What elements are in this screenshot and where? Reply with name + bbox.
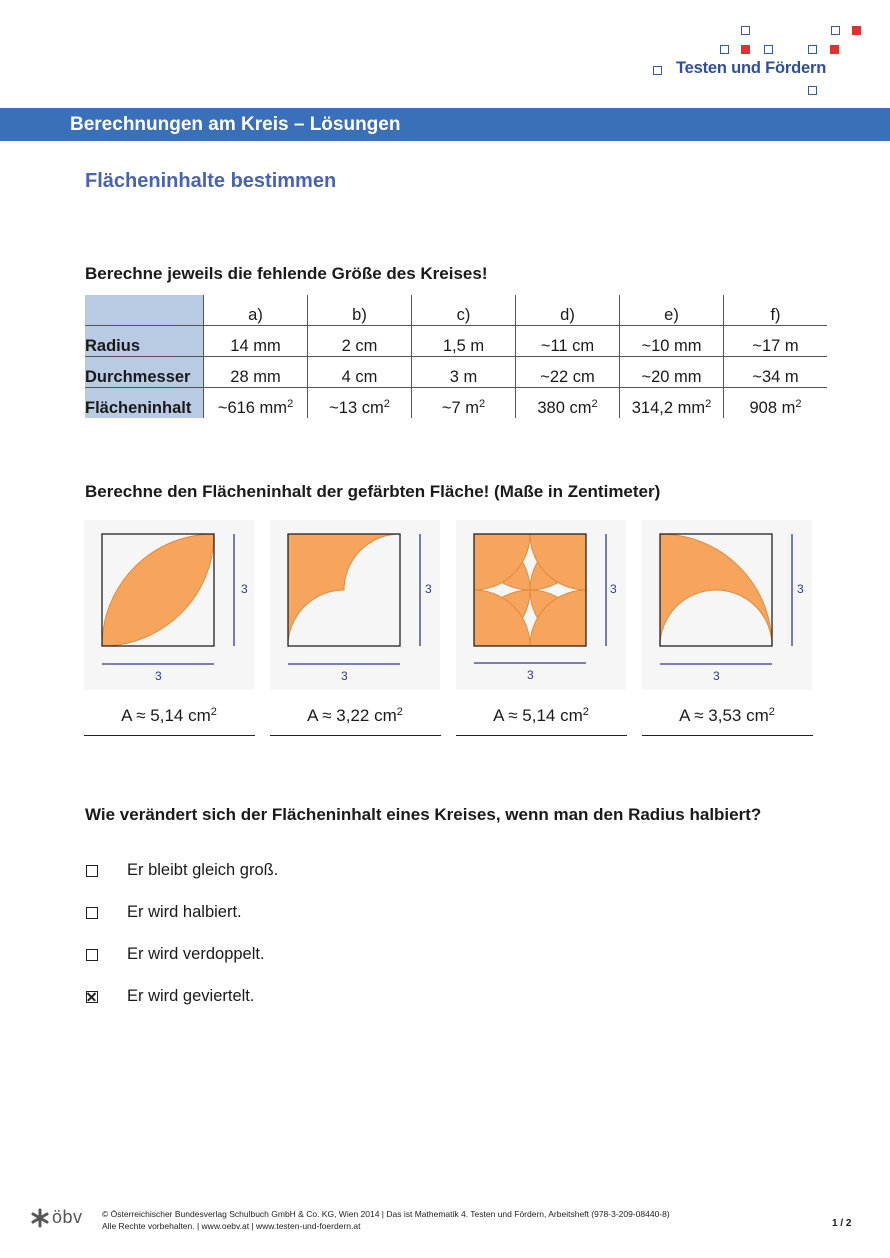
table-header-row (85, 295, 827, 326)
option-checkbox-checked[interactable] (86, 991, 98, 1003)
row-header: Radius (85, 326, 204, 357)
option-label: Er bleibt gleich groß. (127, 861, 279, 879)
publisher-logo-text: öbv (52, 1207, 83, 1227)
answer-line (270, 735, 441, 736)
table-cell: ~13 $cm^2$ (308, 388, 412, 419)
side-length-label: 3 (797, 582, 804, 596)
table-cell: 3 m (412, 357, 516, 388)
table-cell: ~17 m (724, 326, 828, 357)
figure-quarter-minus-half (642, 520, 812, 690)
table-cell: 314,2 $mm^2$ (620, 388, 724, 419)
circle-table (85, 295, 827, 418)
logo-square-filled-icon (830, 45, 839, 54)
answer-text: A ≈ 3,22 $cm^2$ (307, 706, 403, 725)
answer-text: A ≈ 3,53 $cm^2$ (679, 706, 775, 725)
task2-question: Berechne den Flächeninhalt der gefärbten Fläche! (Maße in Zentimeter) (85, 482, 661, 501)
logo-square-icon (831, 26, 840, 35)
option-label: Er wird geviertelt. (127, 987, 255, 1005)
answer-text: A ≈ 5,14 $cm^2$ (493, 706, 589, 725)
option-label: Er wird halbiert. (127, 903, 242, 921)
task1-question: Berechne jeweils die fehlende Größe des Kreises! (85, 264, 488, 283)
table-row (85, 357, 827, 388)
column-header: f) (724, 295, 828, 326)
column-header: b) (308, 295, 412, 326)
answer-line (642, 735, 813, 736)
figure-four-petal (456, 520, 626, 690)
table-cell: ~7 $m^2$ (412, 388, 516, 419)
column-header: c) (412, 295, 516, 326)
column-header: d) (516, 295, 620, 326)
table-cell: 908 $m^2$ (724, 388, 828, 419)
bottom-length-label: 3 (713, 669, 720, 683)
logo-square-icon (764, 45, 773, 54)
bottom-length-label: 3 (341, 669, 348, 683)
option-checkbox[interactable] (86, 865, 98, 877)
bottom-length-label: 3 (155, 669, 162, 683)
table-cell: ~616 $mm^2$ (204, 388, 308, 419)
figure-lens (84, 520, 254, 690)
side-length-label: 3 (425, 582, 432, 596)
side-length-label: 3 (610, 582, 617, 596)
table-cell: ~20 mm (620, 357, 724, 388)
column-header: e) (620, 295, 724, 326)
table-cell: ~11 cm (516, 326, 620, 357)
logo-square-icon (808, 45, 817, 54)
table-cell: 28 mm (204, 357, 308, 388)
table-row (85, 388, 827, 419)
table-cell: 380 $cm^2$ (516, 388, 620, 419)
star-icon (30, 1208, 50, 1228)
section-title: Flächeninhalte bestimmen (85, 170, 337, 192)
option-checkbox[interactable] (86, 949, 98, 961)
table-cell: ~34 m (724, 357, 828, 388)
figure-quarter-shape (270, 520, 440, 690)
logo-square-icon (741, 26, 750, 35)
logo-square-filled-icon (741, 45, 750, 54)
row-header: Durchmesser (85, 357, 204, 388)
table-cell: ~22 cm (516, 357, 620, 388)
row-header: Flächeninhalt (85, 388, 204, 419)
table-cell: 14 mm (204, 326, 308, 357)
logo-square-icon (653, 66, 662, 75)
option-checkbox[interactable] (86, 907, 98, 919)
answer-line (84, 735, 255, 736)
answer-line (456, 735, 627, 736)
table-corner (85, 295, 204, 326)
table-cell: ~10 mm (620, 326, 724, 357)
footer-copyright: © Österreichischer Bundesverlag Schulbuch GmbH & Co. KG, Wien 2014 | Das ist Mathematik 4. Testen und Fördern, Arbeitsheft (978-3-209-08440-8) (102, 1209, 670, 1219)
page-number: 1 / 2 (832, 1218, 852, 1229)
bottom-length-label: 3 (527, 668, 534, 682)
side-length-label: 3 (241, 582, 248, 596)
brand-name: Testen und Fördern (676, 59, 827, 77)
table-row (85, 326, 827, 357)
table-cell: 4 cm (308, 357, 412, 388)
answer-text: A ≈ 5,14 $cm^2$ (121, 706, 217, 725)
logo-square-icon (808, 86, 817, 95)
logo-square-icon (720, 45, 729, 54)
option-label: Er wird verdoppelt. (127, 945, 265, 963)
column-header: a) (204, 295, 308, 326)
page-title: Berechnungen am Kreis – Lösungen (70, 114, 401, 135)
logo-square-filled-icon (852, 26, 861, 35)
table-cell: 2 cm (308, 326, 412, 357)
table-cell: 1,5 m (412, 326, 516, 357)
footer-links: Alle Rechte vorbehalten. | www.oebv.at | www.testen-und-foerdern.at (102, 1221, 361, 1231)
task3-question: Wie verändert sich der Flächeninhalt eines Kreises, wenn man den Radius halbiert? (85, 805, 762, 824)
